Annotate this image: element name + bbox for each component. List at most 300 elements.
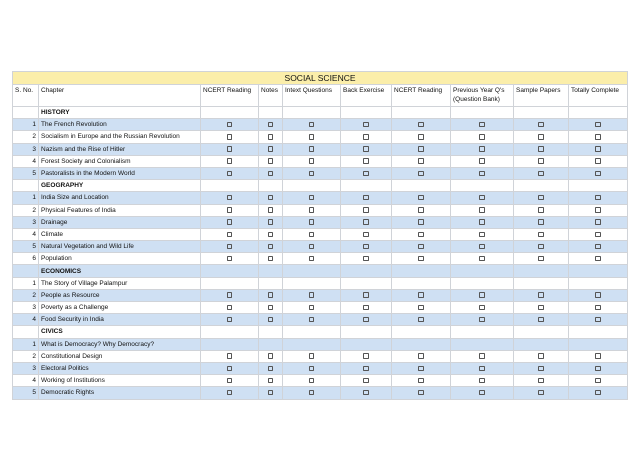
checkbox-icon[interactable] xyxy=(418,219,424,225)
section-title: CIVICS xyxy=(39,326,201,338)
checkbox-icon[interactable] xyxy=(363,122,369,128)
progress-checkbox-cell[interactable] xyxy=(569,228,628,240)
progress-checkbox-cell[interactable] xyxy=(514,192,569,204)
checkbox-icon[interactable] xyxy=(538,378,544,384)
progress-checkbox-cell[interactable] xyxy=(514,216,569,228)
progress-checkbox-cell[interactable] xyxy=(514,350,569,362)
checkbox-icon[interactable] xyxy=(363,317,369,323)
checkbox-icon[interactable] xyxy=(418,317,424,323)
progress-checkbox-cell[interactable] xyxy=(451,204,514,216)
checkbox-icon[interactable] xyxy=(479,317,485,323)
checkbox-icon[interactable] xyxy=(309,171,315,177)
progress-checkbox-cell[interactable] xyxy=(451,241,514,253)
checkbox-icon[interactable] xyxy=(538,195,544,201)
checkbox-icon[interactable] xyxy=(418,158,424,164)
progress-checkbox-cell[interactable] xyxy=(283,314,341,326)
checkbox-icon[interactable] xyxy=(479,207,485,213)
checkbox-icon[interactable] xyxy=(268,171,274,177)
progress-checkbox-cell[interactable] xyxy=(259,143,283,155)
progress-checkbox-cell[interactable] xyxy=(283,375,341,387)
progress-checkbox-cell[interactable] xyxy=(451,362,514,374)
checkbox-icon[interactable] xyxy=(363,378,369,384)
header-totally-complete: Totally Complete xyxy=(569,85,628,107)
progress-checkbox-cell[interactable] xyxy=(392,143,451,155)
checkbox-icon[interactable] xyxy=(268,122,274,128)
progress-checkbox-cell[interactable] xyxy=(392,375,451,387)
progress-checkbox-cell[interactable] xyxy=(451,228,514,240)
checkbox-icon[interactable] xyxy=(227,134,233,140)
progress-checkbox-cell[interactable] xyxy=(341,131,392,143)
checkbox-icon[interactable] xyxy=(479,244,485,250)
checkbox-icon[interactable] xyxy=(363,134,369,140)
checkbox-icon[interactable] xyxy=(595,146,601,152)
checkbox-icon[interactable] xyxy=(309,244,315,250)
progress-checkbox-cell[interactable] xyxy=(201,167,259,179)
checkbox-icon[interactable] xyxy=(418,378,424,384)
progress-checkbox-cell[interactable] xyxy=(259,119,283,131)
checkbox-icon[interactable] xyxy=(309,378,315,384)
checkbox-icon[interactable] xyxy=(268,305,274,311)
progress-checkbox-cell[interactable] xyxy=(392,155,451,167)
progress-checkbox-cell[interactable] xyxy=(451,375,514,387)
checkbox-icon[interactable] xyxy=(363,366,369,372)
progress-checkbox-cell[interactable] xyxy=(341,375,392,387)
checkbox-icon[interactable] xyxy=(418,171,424,177)
progress-checkbox-cell[interactable] xyxy=(392,314,451,326)
progress-checkbox-cell[interactable] xyxy=(392,119,451,131)
progress-checkbox-cell[interactable] xyxy=(341,119,392,131)
checkbox-icon[interactable] xyxy=(538,122,544,128)
checkbox-icon[interactable] xyxy=(595,390,601,396)
progress-checkbox-cell[interactable] xyxy=(569,350,628,362)
progress-checkbox-cell[interactable] xyxy=(514,167,569,179)
checkbox-icon[interactable] xyxy=(309,207,315,213)
progress-checkbox-cell[interactable] xyxy=(451,131,514,143)
progress-checkbox-cell[interactable] xyxy=(451,314,514,326)
checkbox-icon[interactable] xyxy=(268,292,274,298)
checkbox-icon[interactable] xyxy=(268,353,274,359)
checkbox-icon[interactable] xyxy=(268,207,274,213)
progress-checkbox-cell[interactable] xyxy=(283,131,341,143)
progress-checkbox-cell[interactable] xyxy=(259,204,283,216)
progress-checkbox-cell[interactable] xyxy=(569,167,628,179)
progress-checkbox-cell[interactable] xyxy=(201,375,259,387)
checkbox-icon[interactable] xyxy=(479,134,485,140)
progress-checkbox-cell[interactable] xyxy=(283,289,341,301)
progress-checkbox-cell[interactable] xyxy=(201,216,259,228)
checkbox-icon[interactable] xyxy=(479,378,485,384)
checkbox-icon[interactable] xyxy=(227,353,233,359)
progress-checkbox-cell[interactable] xyxy=(514,253,569,265)
progress-checkbox-cell[interactable] xyxy=(392,350,451,362)
checkbox-icon[interactable] xyxy=(363,171,369,177)
progress-checkbox-cell[interactable] xyxy=(283,253,341,265)
progress-checkbox-cell[interactable] xyxy=(569,314,628,326)
progress-checkbox-cell[interactable] xyxy=(283,143,341,155)
progress-checkbox-cell[interactable] xyxy=(201,387,259,399)
progress-checkbox-cell[interactable] xyxy=(569,131,628,143)
progress-checkbox-cell[interactable] xyxy=(283,192,341,204)
progress-checkbox-cell[interactable] xyxy=(392,192,451,204)
checkbox-icon[interactable] xyxy=(595,366,601,372)
checkbox-icon[interactable] xyxy=(363,353,369,359)
checkbox-icon[interactable] xyxy=(309,353,315,359)
progress-checkbox-cell[interactable] xyxy=(283,302,341,314)
checkbox-icon[interactable] xyxy=(479,195,485,201)
progress-checkbox-cell[interactable] xyxy=(451,350,514,362)
checkbox-icon[interactable] xyxy=(479,122,485,128)
progress-checkbox-cell[interactable] xyxy=(201,350,259,362)
chapter-number: 5 xyxy=(13,241,39,253)
checkbox-icon[interactable] xyxy=(363,207,369,213)
progress-checkbox-cell[interactable] xyxy=(259,155,283,167)
checkbox-icon[interactable] xyxy=(595,171,601,177)
progress-checkbox-cell[interactable] xyxy=(392,204,451,216)
progress-checkbox-cell[interactable] xyxy=(569,253,628,265)
checkbox-icon[interactable] xyxy=(227,390,233,396)
progress-checkbox-cell[interactable] xyxy=(341,350,392,362)
progress-checkbox-cell[interactable] xyxy=(569,192,628,204)
progress-checkbox-cell[interactable] xyxy=(451,289,514,301)
progress-checkbox-cell[interactable] xyxy=(283,216,341,228)
progress-checkbox-cell[interactable] xyxy=(259,362,283,374)
progress-checkbox-cell[interactable] xyxy=(201,143,259,155)
checkbox-icon[interactable] xyxy=(479,219,485,225)
checkbox-icon[interactable] xyxy=(309,219,315,225)
checkbox-icon[interactable] xyxy=(538,244,544,250)
checkbox-icon[interactable] xyxy=(227,244,233,250)
progress-checkbox-cell[interactable] xyxy=(451,253,514,265)
checkbox-icon[interactable] xyxy=(268,244,274,250)
progress-checkbox-cell[interactable] xyxy=(341,387,392,399)
progress-checkbox-cell[interactable] xyxy=(201,253,259,265)
progress-checkbox-cell[interactable] xyxy=(514,155,569,167)
checkbox-icon[interactable] xyxy=(595,232,601,238)
checkbox-icon[interactable] xyxy=(479,366,485,372)
progress-checkbox-cell[interactable] xyxy=(259,314,283,326)
checkbox-icon[interactable] xyxy=(227,292,233,298)
progress-checkbox-cell[interactable] xyxy=(259,350,283,362)
progress-checkbox-cell[interactable] xyxy=(201,314,259,326)
checkbox-icon[interactable] xyxy=(418,134,424,140)
progress-checkbox-cell[interactable] xyxy=(341,253,392,265)
checkbox-icon[interactable] xyxy=(363,292,369,298)
checkbox-icon[interactable] xyxy=(595,158,601,164)
checkbox-icon[interactable] xyxy=(268,232,274,238)
chapter-number: 2 xyxy=(13,350,39,362)
progress-checkbox-cell[interactable] xyxy=(514,302,569,314)
progress-checkbox-cell[interactable] xyxy=(514,375,569,387)
progress-checkbox-cell[interactable] xyxy=(569,375,628,387)
progress-checkbox-cell[interactable] xyxy=(283,167,341,179)
progress-checkbox-cell[interactable] xyxy=(569,204,628,216)
checkbox-icon[interactable] xyxy=(479,171,485,177)
checkbox-icon[interactable] xyxy=(309,366,315,372)
progress-checkbox-cell[interactable] xyxy=(259,167,283,179)
progress-checkbox-cell[interactable] xyxy=(451,387,514,399)
checkbox-icon[interactable] xyxy=(309,390,315,396)
checkbox-icon[interactable] xyxy=(538,207,544,213)
progress-checkbox-cell[interactable] xyxy=(341,192,392,204)
progress-checkbox-cell[interactable] xyxy=(201,131,259,143)
checkbox-icon[interactable] xyxy=(363,232,369,238)
checkbox-icon[interactable] xyxy=(309,305,315,311)
checkbox-icon[interactable] xyxy=(479,146,485,152)
progress-checkbox-cell[interactable] xyxy=(283,387,341,399)
checkbox-icon[interactable] xyxy=(595,378,601,384)
checkbox-icon[interactable] xyxy=(268,195,274,201)
checkbox-icon[interactable] xyxy=(227,122,233,128)
checkbox-icon[interactable] xyxy=(538,353,544,359)
progress-checkbox-cell[interactable] xyxy=(283,241,341,253)
checkbox-icon[interactable] xyxy=(227,207,233,213)
checkbox-icon[interactable] xyxy=(363,390,369,396)
progress-checkbox-cell[interactable] xyxy=(201,289,259,301)
checkbox-icon[interactable] xyxy=(227,317,233,323)
checkbox-icon[interactable] xyxy=(309,232,315,238)
checkbox-icon[interactable] xyxy=(268,146,274,152)
progress-checkbox-cell[interactable] xyxy=(283,362,341,374)
checkbox-icon[interactable] xyxy=(479,256,485,262)
checkbox-icon[interactable] xyxy=(595,256,601,262)
progress-checkbox-cell[interactable] xyxy=(341,204,392,216)
progress-checkbox-cell[interactable] xyxy=(451,302,514,314)
checkbox-icon[interactable] xyxy=(363,244,369,250)
progress-checkbox-cell[interactable] xyxy=(392,241,451,253)
progress-checkbox-cell[interactable] xyxy=(201,204,259,216)
checkbox-icon[interactable] xyxy=(479,305,485,311)
checkbox-icon[interactable] xyxy=(309,146,315,152)
checkbox-icon[interactable] xyxy=(595,317,601,323)
progress-checkbox-cell[interactable] xyxy=(259,192,283,204)
checkbox-icon[interactable] xyxy=(418,146,424,152)
progress-checkbox-cell[interactable] xyxy=(341,143,392,155)
progress-checkbox-cell[interactable] xyxy=(569,119,628,131)
progress-checkbox-cell[interactable] xyxy=(514,387,569,399)
checkbox-icon[interactable] xyxy=(418,244,424,250)
progress-checkbox-cell[interactable] xyxy=(569,216,628,228)
checkbox-icon[interactable] xyxy=(268,317,274,323)
progress-checkbox-cell[interactable] xyxy=(259,228,283,240)
progress-checkbox-cell[interactable] xyxy=(569,143,628,155)
header-ncert-reading-2: NCERT Reading xyxy=(392,85,451,107)
progress-checkbox-cell[interactable] xyxy=(341,302,392,314)
checkbox-icon[interactable] xyxy=(418,256,424,262)
checkbox-icon[interactable] xyxy=(268,366,274,372)
progress-checkbox-cell[interactable] xyxy=(392,387,451,399)
progress-checkbox-cell[interactable] xyxy=(569,302,628,314)
progress-checkbox-cell[interactable] xyxy=(259,387,283,399)
checkbox-icon[interactable] xyxy=(268,390,274,396)
checkbox-icon[interactable] xyxy=(595,305,601,311)
progress-checkbox-cell[interactable] xyxy=(569,155,628,167)
checkbox-icon[interactable] xyxy=(538,292,544,298)
checkbox-icon[interactable] xyxy=(309,317,315,323)
checkbox-icon[interactable] xyxy=(538,134,544,140)
progress-checkbox-cell[interactable] xyxy=(341,228,392,240)
checkbox-icon[interactable] xyxy=(227,256,233,262)
checkbox-icon[interactable] xyxy=(595,219,601,225)
checkbox-icon[interactable] xyxy=(268,134,274,140)
progress-checkbox-cell[interactable] xyxy=(514,143,569,155)
progress-checkbox-cell[interactable] xyxy=(392,253,451,265)
checkbox-icon[interactable] xyxy=(538,219,544,225)
progress-checkbox-cell[interactable] xyxy=(569,289,628,301)
progress-checkbox-cell[interactable] xyxy=(392,289,451,301)
section-sno-cell xyxy=(13,326,39,338)
progress-checkbox-cell[interactable] xyxy=(514,204,569,216)
checkbox-icon[interactable] xyxy=(538,256,544,262)
progress-checkbox-cell[interactable] xyxy=(201,241,259,253)
checkbox-icon[interactable] xyxy=(479,232,485,238)
progress-checkbox-cell[interactable] xyxy=(341,155,392,167)
progress-checkbox-cell[interactable] xyxy=(283,350,341,362)
checkbox-icon[interactable] xyxy=(363,219,369,225)
progress-checkbox-cell[interactable] xyxy=(451,216,514,228)
progress-checkbox-cell[interactable] xyxy=(392,167,451,179)
progress-checkbox-cell[interactable] xyxy=(201,119,259,131)
checkbox-icon[interactable] xyxy=(538,232,544,238)
checkbox-icon[interactable] xyxy=(363,305,369,311)
progress-checkbox-cell[interactable] xyxy=(341,314,392,326)
progress-checkbox-cell[interactable] xyxy=(514,119,569,131)
checkbox-icon[interactable] xyxy=(538,158,544,164)
checkbox-icon[interactable] xyxy=(363,195,369,201)
progress-checkbox-cell[interactable] xyxy=(201,228,259,240)
progress-checkbox-cell[interactable] xyxy=(569,387,628,399)
progress-checkbox-cell[interactable] xyxy=(259,241,283,253)
progress-checkbox-cell[interactable] xyxy=(201,362,259,374)
checkbox-icon[interactable] xyxy=(479,353,485,359)
progress-checkbox-cell[interactable] xyxy=(201,302,259,314)
empty-cell xyxy=(259,338,283,350)
checkbox-icon[interactable] xyxy=(227,366,233,372)
checkbox-icon[interactable] xyxy=(595,244,601,250)
checkbox-icon[interactable] xyxy=(538,171,544,177)
progress-checkbox-cell[interactable] xyxy=(341,216,392,228)
progress-checkbox-cell[interactable] xyxy=(451,192,514,204)
checkbox-icon[interactable] xyxy=(595,195,601,201)
checkbox-icon[interactable] xyxy=(309,195,315,201)
progress-checkbox-cell[interactable] xyxy=(259,253,283,265)
progress-checkbox-cell[interactable] xyxy=(514,289,569,301)
checkbox-icon[interactable] xyxy=(538,317,544,323)
checkbox-icon[interactable] xyxy=(227,195,233,201)
progress-checkbox-cell[interactable] xyxy=(201,192,259,204)
progress-checkbox-cell[interactable] xyxy=(514,131,569,143)
checkbox-icon[interactable] xyxy=(418,366,424,372)
progress-checkbox-cell[interactable] xyxy=(514,314,569,326)
progress-checkbox-cell[interactable] xyxy=(259,375,283,387)
progress-checkbox-cell[interactable] xyxy=(451,143,514,155)
progress-checkbox-cell[interactable] xyxy=(283,155,341,167)
progress-checkbox-cell[interactable] xyxy=(283,228,341,240)
progress-checkbox-cell[interactable] xyxy=(341,241,392,253)
chapter-title: India Size and Location xyxy=(39,192,201,204)
checkbox-icon[interactable] xyxy=(363,256,369,262)
checkbox-icon[interactable] xyxy=(268,378,274,384)
checkbox-icon[interactable] xyxy=(538,305,544,311)
checkbox-icon[interactable] xyxy=(595,353,601,359)
checkbox-icon[interactable] xyxy=(418,305,424,311)
checkbox-icon[interactable] xyxy=(418,232,424,238)
chapter-number: 5 xyxy=(13,167,39,179)
progress-checkbox-cell[interactable] xyxy=(392,216,451,228)
checkbox-icon[interactable] xyxy=(418,390,424,396)
checkbox-icon[interactable] xyxy=(309,256,315,262)
checkbox-icon[interactable] xyxy=(227,146,233,152)
chapter-title: Working of Institutions xyxy=(39,375,201,387)
checkbox-icon[interactable] xyxy=(227,158,233,164)
progress-checkbox-cell[interactable] xyxy=(283,119,341,131)
checkbox-icon[interactable] xyxy=(268,256,274,262)
checkbox-icon[interactable] xyxy=(309,292,315,298)
progress-checkbox-cell[interactable] xyxy=(451,119,514,131)
checkbox-icon[interactable] xyxy=(268,219,274,225)
progress-checkbox-cell[interactable] xyxy=(259,131,283,143)
checkbox-icon[interactable] xyxy=(309,158,315,164)
chapter-title: Democratic Rights xyxy=(39,387,201,399)
progress-checkbox-cell[interactable] xyxy=(392,302,451,314)
checkbox-icon[interactable] xyxy=(363,158,369,164)
checkbox-icon[interactable] xyxy=(418,353,424,359)
checkbox-icon[interactable] xyxy=(479,390,485,396)
progress-checkbox-cell[interactable] xyxy=(201,155,259,167)
checkbox-icon[interactable] xyxy=(268,158,274,164)
checkbox-icon[interactable] xyxy=(309,122,315,128)
progress-checkbox-cell[interactable] xyxy=(259,216,283,228)
progress-checkbox-cell[interactable] xyxy=(514,228,569,240)
checkbox-icon[interactable] xyxy=(479,292,485,298)
progress-checkbox-cell[interactable] xyxy=(569,362,628,374)
progress-checkbox-cell[interactable] xyxy=(283,204,341,216)
checkbox-icon[interactable] xyxy=(363,146,369,152)
checkbox-icon[interactable] xyxy=(227,305,233,311)
checkbox-icon[interactable] xyxy=(309,134,315,140)
checkbox-icon[interactable] xyxy=(538,390,544,396)
progress-checkbox-cell[interactable] xyxy=(259,302,283,314)
checkbox-icon[interactable] xyxy=(595,292,601,298)
progress-checkbox-cell[interactable] xyxy=(451,167,514,179)
checkbox-icon[interactable] xyxy=(538,366,544,372)
progress-checkbox-cell[interactable] xyxy=(341,362,392,374)
progress-checkbox-cell[interactable] xyxy=(341,289,392,301)
progress-checkbox-cell[interactable] xyxy=(392,362,451,374)
checkbox-icon[interactable] xyxy=(227,219,233,225)
checkbox-icon[interactable] xyxy=(595,134,601,140)
checkbox-icon[interactable] xyxy=(227,232,233,238)
progress-checkbox-cell[interactable] xyxy=(392,228,451,240)
progress-checkbox-cell[interactable] xyxy=(451,155,514,167)
checkbox-icon[interactable] xyxy=(227,171,233,177)
checkbox-icon[interactable] xyxy=(418,207,424,213)
checkbox-icon[interactable] xyxy=(418,292,424,298)
checkbox-icon[interactable] xyxy=(479,158,485,164)
checkbox-icon[interactable] xyxy=(595,122,601,128)
progress-checkbox-cell[interactable] xyxy=(569,241,628,253)
checkbox-icon[interactable] xyxy=(595,207,601,213)
progress-checkbox-cell[interactable] xyxy=(514,241,569,253)
section-empty-cell xyxy=(392,326,451,338)
checkbox-icon[interactable] xyxy=(227,378,233,384)
progress-checkbox-cell[interactable] xyxy=(392,131,451,143)
progress-checkbox-cell[interactable] xyxy=(259,289,283,301)
checkbox-icon[interactable] xyxy=(538,146,544,152)
checkbox-icon[interactable] xyxy=(418,122,424,128)
progress-checkbox-cell[interactable] xyxy=(514,362,569,374)
checkbox-icon[interactable] xyxy=(418,195,424,201)
progress-checkbox-cell[interactable] xyxy=(341,167,392,179)
